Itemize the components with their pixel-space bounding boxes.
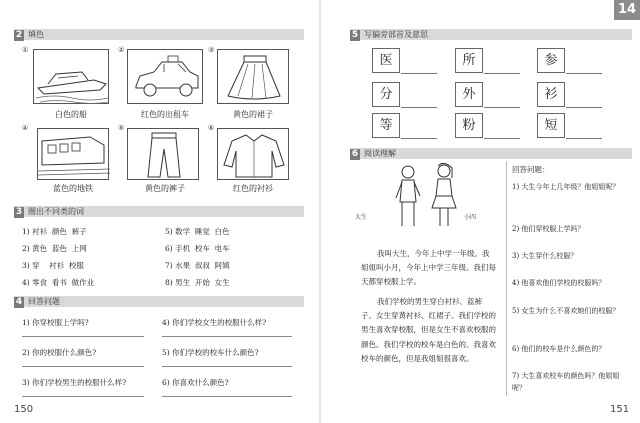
section-number: 4 <box>15 297 23 307</box>
students-illustration <box>372 162 482 232</box>
char: 所 <box>462 53 476 68</box>
question: 3) 大生穿什么校服？ <box>512 252 578 260</box>
word-row: 5) 数学 睡觉 白色 <box>165 227 230 236</box>
question: 5) 你们学校的校车什么颜色? <box>162 348 259 357</box>
answer-title: 回答问题： <box>512 165 550 174</box>
char: 等 <box>379 118 393 133</box>
story-paragraph-2: 我们学校的男生穿白衬衫、蓝裤子。女生穿黄衬衫、红裙子。我们学校的男生喜欢穿校服，但是女生不喜欢校服的颜色。我们学校的校车是白色的。我喜欢校车的颜色，但是我姐姐很喜欢。 <box>361 297 496 363</box>
char-cell <box>372 48 400 73</box>
answer-blank[interactable] <box>484 107 520 108</box>
question: 4) 你们学校女生的校服什么样? <box>162 318 267 327</box>
question: 3) 你们学校男生的校服什么样? <box>22 378 127 387</box>
answer-line[interactable] <box>162 366 292 367</box>
answer-blank[interactable] <box>401 73 437 74</box>
char: 粉 <box>462 118 476 133</box>
answer-blank[interactable] <box>401 138 437 139</box>
item-number: ③ <box>208 46 215 54</box>
section-title: 填色 <box>28 30 44 39</box>
answer-blank[interactable] <box>484 138 520 139</box>
question: 6) 他们的校车是什么颜色的？ <box>512 345 606 353</box>
section-title: 回答问题 <box>28 297 60 306</box>
shirt-drawing <box>217 128 289 180</box>
section-title: 写偏旁部首及意思 <box>364 30 428 39</box>
section-number: 2 <box>15 30 23 40</box>
char: 参 <box>544 53 558 68</box>
char-cell <box>455 113 483 138</box>
section-6-header <box>350 148 632 159</box>
figure-label: 小四 <box>464 214 477 221</box>
char: 短 <box>544 118 558 133</box>
item-number: ① <box>22 46 29 54</box>
char-cell <box>455 82 483 107</box>
char: 衫 <box>544 87 558 102</box>
question: 2) 他们穿校服上学吗？ <box>512 225 585 233</box>
word-row: 4) 零食 看书 做作业 <box>22 278 95 287</box>
answer-line[interactable] <box>162 396 292 397</box>
char-cell <box>455 48 483 73</box>
question: 2) 你的校服什么颜色? <box>22 348 97 357</box>
answer-line[interactable] <box>22 396 144 397</box>
caption: 黄色的裤子 <box>145 184 185 193</box>
figure-label: 大生 <box>355 214 368 221</box>
section-title: 圈出不同类的词 <box>28 207 84 216</box>
question: 4) 他喜欢他们学校的校服吗？ <box>512 279 606 287</box>
caption: 红色的衬衫 <box>233 184 273 193</box>
page-corner-tab <box>614 0 640 20</box>
section-5-header <box>350 29 632 40</box>
answer-line[interactable] <box>22 366 144 367</box>
char-cell <box>372 113 400 138</box>
question: 5) 女生为什么不喜欢她们的校服？ <box>512 307 620 315</box>
question: 7) 大生喜欢校车的颜色吗？他姐姐呢？ <box>512 372 620 392</box>
char-cell <box>537 113 565 138</box>
taxi-drawing <box>127 49 203 104</box>
trousers-drawing <box>127 128 199 180</box>
story-paragraph-1: 我叫大生，今年上中学一年级。我姐姐叫小月，今年上中学三年级。我们每天都穿校服上学。 <box>361 249 496 287</box>
caption: 黄色的裙子 <box>233 110 273 119</box>
question: 1) 大生今年上几年级？他姐姐呢？ <box>512 183 620 191</box>
section-number: 3 <box>15 207 23 217</box>
page-fold <box>319 0 321 423</box>
answer-blank[interactable] <box>401 107 437 108</box>
char-cell <box>537 82 565 107</box>
section-4-header <box>14 296 304 307</box>
section-number: 5 <box>351 30 359 40</box>
section-title: 阅读理解 <box>364 149 396 158</box>
word-row: 3) 穿 衬衫 校服 <box>22 261 84 270</box>
caption: 白色的船 <box>55 110 87 119</box>
section-2-header <box>14 29 304 40</box>
skirt-drawing <box>217 49 289 104</box>
char-cell <box>537 48 565 73</box>
word-row: 2) 黄色 蓝色 上网 <box>22 244 87 253</box>
word-row: 1) 衬衫 颜色 裤子 <box>22 227 87 236</box>
char: 分 <box>379 87 393 102</box>
char-cell <box>372 82 400 107</box>
word-row: 8) 男生 开始 女生 <box>165 278 230 287</box>
page-corner-number: 14 <box>617 2 637 17</box>
answer-blank[interactable] <box>484 73 520 74</box>
question: 1) 你穿校服上学吗? <box>22 318 89 327</box>
page-number-left: 150 <box>14 404 34 415</box>
caption: 红色的出租车 <box>141 110 189 119</box>
answer-blank[interactable] <box>566 138 602 139</box>
answer-line[interactable] <box>22 336 144 337</box>
answer-blank[interactable] <box>566 107 602 108</box>
char: 医 <box>379 53 393 68</box>
section-3-header <box>14 206 304 217</box>
char: 外 <box>462 87 476 102</box>
word-row: 6) 手机 校车 电车 <box>165 244 230 253</box>
question: 6) 你喜欢什么颜色? <box>162 378 229 387</box>
page-number-right: 151 <box>610 404 630 415</box>
item-number: ④ <box>22 124 29 132</box>
word-row: 7) 水果 叔叔 阿姨 <box>165 261 230 270</box>
section-number: 6 <box>351 149 359 159</box>
item-number: ② <box>118 46 125 54</box>
item-number: ⑥ <box>208 124 215 132</box>
answer-line[interactable] <box>162 336 292 337</box>
subway-drawing <box>37 128 109 180</box>
answer-blank[interactable] <box>566 73 602 74</box>
item-number: ⑤ <box>118 124 125 132</box>
boat-drawing <box>33 49 109 104</box>
caption: 蓝色的地铁 <box>53 184 93 193</box>
